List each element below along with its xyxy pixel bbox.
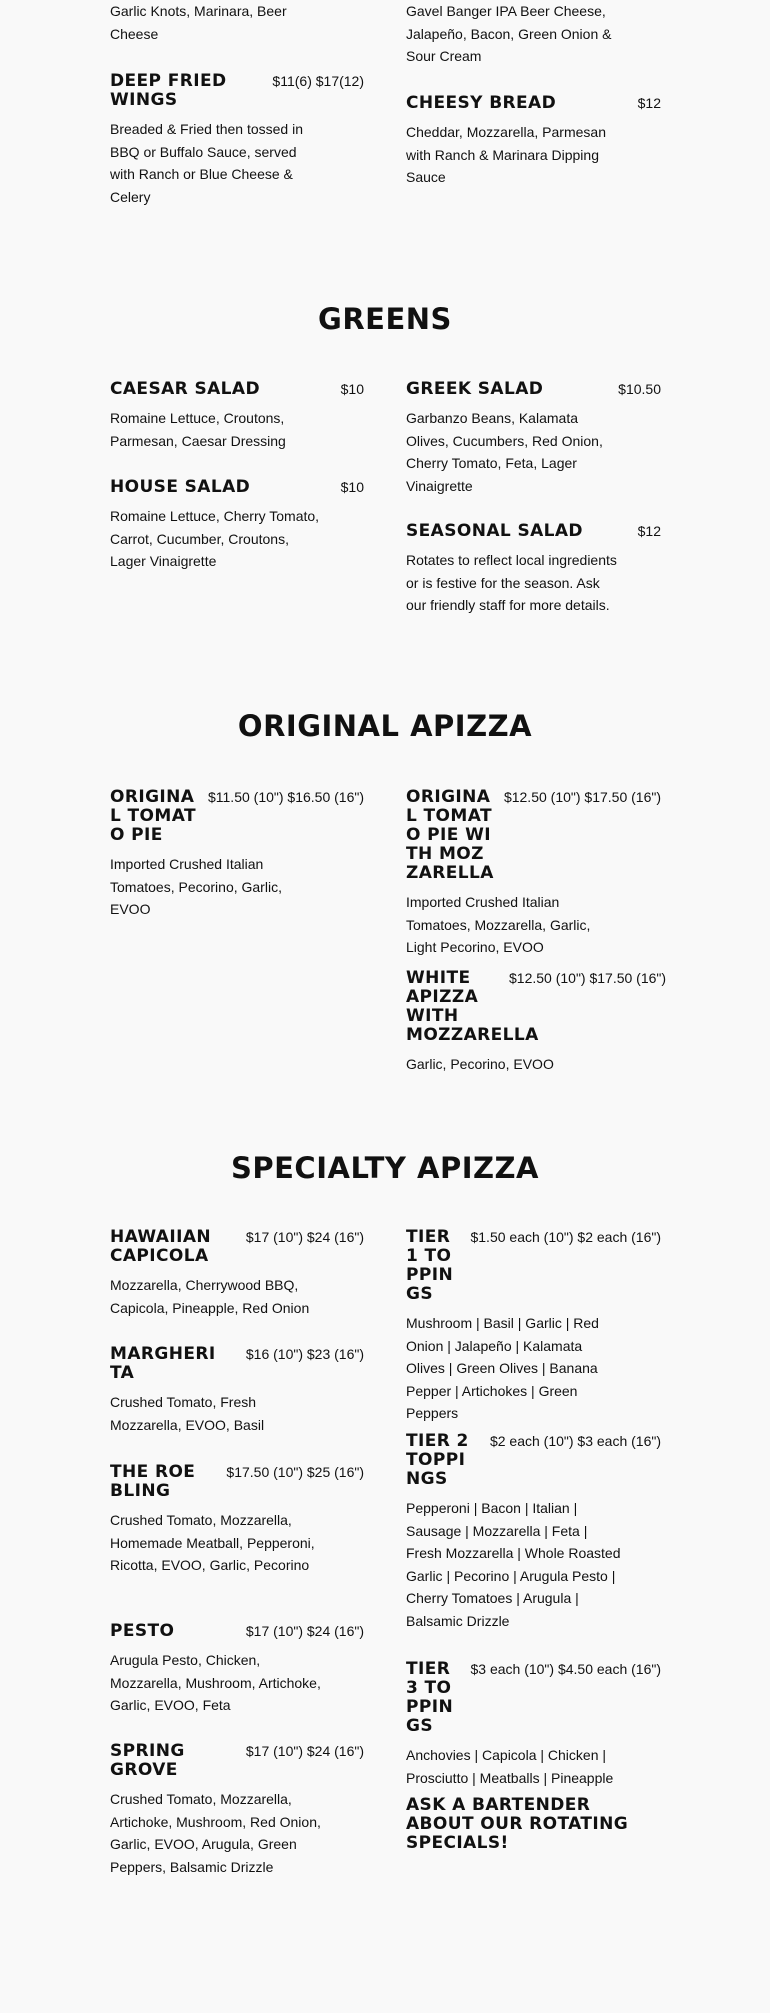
item-description: Romaine Lettuce, Croutons, Parmesan, Caesar Dressing — [110, 410, 286, 449]
menu-item-original-tomato-pie — [110, 788, 364, 921]
item-price: $12 — [637, 523, 661, 539]
item-name: DEEP FRIED WINGS — [110, 71, 227, 110]
item-name: WHITE APIZZA WITH MOZZARELLA — [406, 968, 539, 1045]
menu-item-the-roebling — [110, 1463, 364, 1577]
item-price: $17 (10") $24 (16") — [245, 1623, 364, 1639]
item-description: Garlic, Pecorino, EVOO — [406, 1056, 554, 1072]
menu-item-deep-fried-wings — [110, 72, 364, 208]
item-description: Mozzarella, Cherrywood BBQ, Capicola, Pineapple, Red Onion — [110, 1277, 310, 1316]
section-title-original-apizza: ORIGINAL APIZZA — [237, 709, 533, 743]
menu-item-hawaiian-capicola — [110, 1228, 364, 1319]
item-name: TIER 3 TOPPINGS — [406, 1659, 454, 1736]
item-name: HOUSE SALAD — [110, 477, 251, 497]
menu-item-house-salad — [110, 478, 364, 573]
section-title-greens: GREENS — [318, 302, 452, 336]
menu-item-caesar-salad — [110, 380, 364, 452]
section-title-specialty-apizza: SPECIALTY APIZZA — [230, 1151, 539, 1185]
item-name: THE ROEBLING — [110, 1462, 196, 1501]
item-price: $10 — [340, 479, 364, 495]
menu-item-cheesy-bread — [406, 94, 661, 189]
item-price: $3 each (10") $4.50 each (16") — [470, 1661, 661, 1677]
item-name: TIER 1 TOPPINGS — [406, 1227, 454, 1304]
garlic-knots-desc: Garlic Knots, Marinara, Beer Cheese — [110, 3, 287, 42]
item-price: $2 each (10") $3 each (16") — [489, 1433, 661, 1449]
item-description: Arugula Pesto, Chicken, Mozzarella, Mushroom, Artichoke, Garlic, EVOO, Feta — [110, 1652, 321, 1713]
menu-item-seasonal-salad — [406, 522, 661, 617]
item-price: $10.50 — [618, 381, 661, 397]
item-description: Imported Crushed Italian Tomatoes, Mozzarella, Garlic, Light Pecorino, EVOO — [406, 894, 591, 955]
ask-bartender-note — [406, 1796, 661, 1853]
item-description: Crushed Tomato, Mozzarella, Homemade Meatball, Pepperoni, Ricotta, EVOO, Garlic, Pecorino — [110, 1512, 315, 1573]
item-name: HAWAIIAN CAPICOLA — [110, 1227, 211, 1266]
item-name: PESTO — [110, 1621, 175, 1641]
item-description: Romaine Lettuce, Cherry Tomato, Carrot, Cucumber, Croutons, Lager Vinaigrette — [110, 508, 320, 569]
item-name: ASK A BARTENDER ABOUT OUR ROTATING SPECIALS! — [406, 1795, 629, 1853]
item-description: Mushroom | Basil | Garlic | Red Onion | Jalapeño | Kalamata Olives | Green Olives | Banana Pepper | Artichokes | Green Peppers — [406, 1315, 599, 1421]
item-price: $11(6) $17(12) — [272, 73, 364, 89]
menu-item-margherita — [110, 1345, 364, 1436]
item-name: TIER 2 TOPPINGS — [406, 1431, 469, 1489]
item-description: Imported Crushed Italian Tomatoes, Pecorino, Garlic, EVOO — [110, 856, 282, 917]
item-description: Rotates to reflect local ingredients or is festive for the season. Ask our friendly staff for more details. — [406, 552, 617, 613]
item-description: Breaded & Fried then tossed in BBQ or Buffalo Sauce, served with Ranch or Blue Cheese & Celery — [110, 121, 304, 205]
item-price: $17 (10") $24 (16") — [245, 1229, 364, 1245]
item-price: $12 — [637, 95, 661, 111]
item-name: CHEESY BREAD — [406, 93, 557, 113]
item-price: $17.50 (10") $25 (16") — [226, 1464, 364, 1480]
item-price: $11.50 (10") $16.50 (16") — [207, 789, 364, 805]
menu-item-tier-1-toppings — [406, 1228, 661, 1425]
menu-item-tier-2-toppings — [406, 1432, 661, 1632]
menu-item-pesto — [110, 1622, 364, 1717]
item-price: $12.50 (10") $17.50 (16") — [509, 970, 667, 986]
item-name: ORIGINAL TOMATO PIE WITH MOZZARELLA — [406, 787, 494, 883]
menu-item-white-apizza — [406, 968, 667, 1076]
item-description: Pepperoni | Bacon | Italian | Sausage | Mozzarella | Feta | Fresh Mozzarella | Whole Roasted Garlic | Pecorino | Arugula Pesto | Cherry Tomatoes | Arugula | Balsamic Drizzle — [406, 1500, 621, 1629]
item-description: Crushed Tomato, Fresh Mozzarella, EVOO, Basil — [110, 1394, 265, 1433]
item-description: Anchovies | Capicola | Chicken | Prosciutto | Meatballs | Pineapple — [406, 1747, 614, 1786]
menu-item-spring-grove — [110, 1742, 364, 1878]
item-name: MARGHERITA — [110, 1344, 216, 1383]
item-name: GREEK SALAD — [406, 379, 544, 399]
item-price: $1.50 each (10") $2 each (16") — [470, 1229, 661, 1245]
item-price: $17 (10") $24 (16") — [245, 1743, 364, 1759]
item-name: SPRING GROVE — [110, 1741, 185, 1780]
item-description: Crushed Tomato, Mozzarella, Artichoke, Mushroom, Red Onion, Garlic, EVOO, Arugula, Green Peppers, Balsamic Drizzle — [110, 1791, 321, 1875]
item-description: Cheddar, Mozzarella, Parmesan with Ranch & Marinara Dipping Sauce — [406, 124, 606, 185]
item-name: ORIGINAL TOMATO PIE — [110, 787, 196, 845]
item-price: $16 (10") $23 (16") — [245, 1346, 364, 1362]
beer-cheese-desc: Gavel Banger IPA Beer Cheese, Jalapeño, Bacon, Green Onion & Sour Cream — [406, 3, 612, 64]
item-price: $12.50 (10") $17.50 (16") — [503, 789, 661, 805]
item-description: Garbanzo Beans, Kalamata Olives, Cucumbers, Red Onion, Cherry Tomato, Feta, Lager Vinaigrette — [406, 410, 603, 494]
menu-item-tier-3-toppings — [406, 1660, 661, 1789]
menu-item-original-tomato-pie-mozzarella — [406, 788, 661, 959]
item-name: SEASONAL SALAD — [406, 521, 583, 541]
menu-item-greek-salad — [406, 380, 661, 497]
item-price: $10 — [340, 381, 364, 397]
item-name: CAESAR SALAD — [110, 379, 260, 399]
